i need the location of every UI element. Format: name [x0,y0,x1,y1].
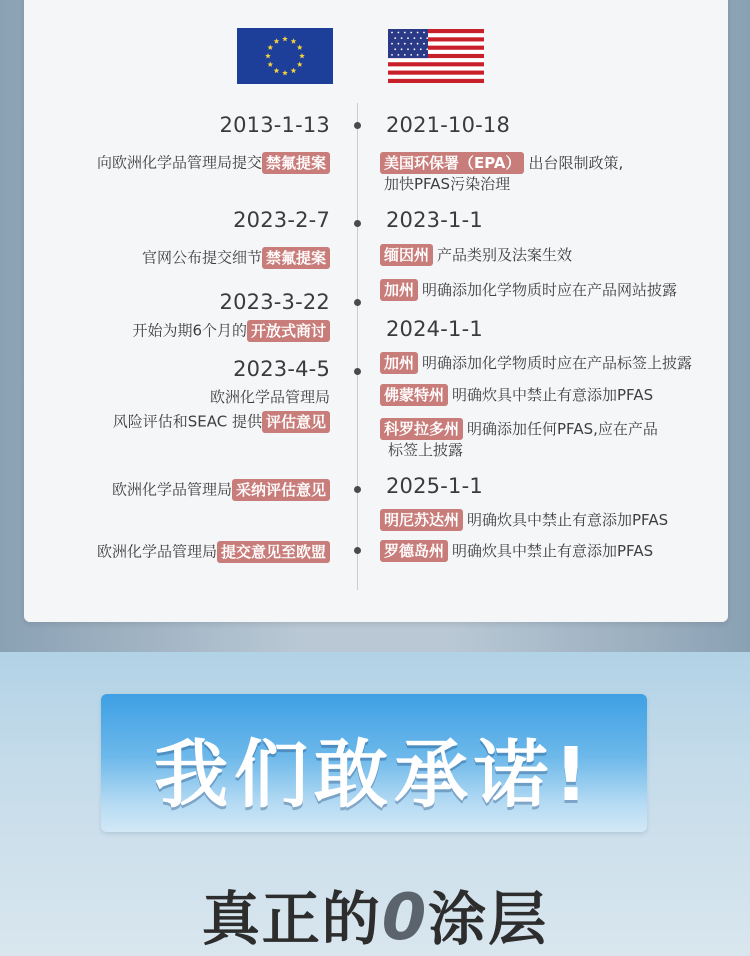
us-event-text: 明确炊具中禁止有意添加PFAS [452,385,654,404]
eu-event [97,151,330,174]
headline-zero: 0 [381,881,429,955]
eu-event [113,410,330,433]
us-event-text: 明确添加任何PFAS,应在产品 [467,419,658,438]
us-event-text: 加快PFAS污染治理 [384,175,511,193]
us-event [380,417,658,440]
eu-flag-icon [237,28,333,84]
eu-date: 2023-4-5 [233,357,330,381]
us-date: 2023-1-1 [386,208,483,232]
us-event-text: 标签上披露 [388,441,464,459]
eu-event-tag: 禁氟提案 [262,247,330,269]
us-date: 2024-1-1 [386,317,483,341]
headline-post: 涂层 [428,885,549,953]
eu-event-tag: 评估意见 [262,411,330,433]
eu-date: 2023-2-7 [233,208,330,232]
us-event-text: 明确炊具中禁止有意添加PFAS [452,541,654,560]
eu-event-text: 开始为期6个月的 [132,321,247,340]
timeline-dot [354,368,361,375]
eu-event-tag: 禁氟提案 [262,152,330,174]
us-event-tag: 加州 [380,279,418,301]
eu-date: 2023-3-22 [219,290,330,314]
headline [0,872,750,956]
us-event [380,243,572,266]
promise-banner [101,694,647,832]
us-event-text: 产品类别及法案生效 [437,245,573,264]
us-event-tag: 加州 [380,352,418,374]
us-event-tag: 缅因州 [380,244,433,266]
us-date: 2025-1-1 [386,474,483,498]
us-event [380,383,653,406]
eu-date: 2013-1-13 [219,113,330,137]
us-event-tag: 罗德岛州 [380,540,448,562]
eu-event-tag: 采纳评估意见 [232,479,330,501]
us-event-tag: 佛蒙特州 [380,384,448,406]
eu-event-text: 官网公布提交细节 [141,248,262,267]
us-event [380,508,668,531]
eu-event-text: 风险评估和SEAC 提供 [112,412,262,431]
us-event [380,351,692,374]
us-event-tag: 科罗拉多州 [380,418,463,440]
timeline-dot [354,122,361,129]
eu-event [112,478,330,501]
us-event-text: 明确炊具中禁止有意添加PFAS [467,510,669,529]
us-event-tag: 美国环保署（EPA） [380,152,524,174]
timeline-dot [354,220,361,227]
timeline-dot [354,486,361,493]
us-event-text: 明确添加化学物质时应在产品标签上披露 [422,353,693,372]
us-date: 2021-10-18 [386,113,511,137]
us-event [380,539,653,562]
eu-event-tag: 提交意见至欧盟 [217,541,330,563]
eu-event [97,540,330,563]
eu-event-text: 欧洲化学品管理局 [111,480,232,499]
us-event [380,151,623,174]
promise-text: 我们敢承诺! [154,732,594,818]
timeline-dot [354,547,361,554]
eu-event-text: 欧洲化学品管理局 [209,388,330,406]
us-event [380,278,677,301]
us-event-tag: 明尼苏达州 [380,509,463,531]
eu-event-text: 向欧洲化学品管理局提交 [96,153,262,172]
us-event-text: 出台限制政策, [528,153,624,172]
timeline-axis [357,103,358,590]
eu-event [142,246,330,269]
eu-event-text: 欧洲化学品管理局 [96,542,217,561]
timeline-dot [354,299,361,306]
eu-event [132,319,330,342]
us-flag-icon [388,29,484,83]
headline-pre: 真正的 [201,885,382,953]
us-event-text: 明确添加化学物质时应在产品网站披露 [422,280,678,299]
eu-event-tag: 开放式商讨 [247,320,330,342]
